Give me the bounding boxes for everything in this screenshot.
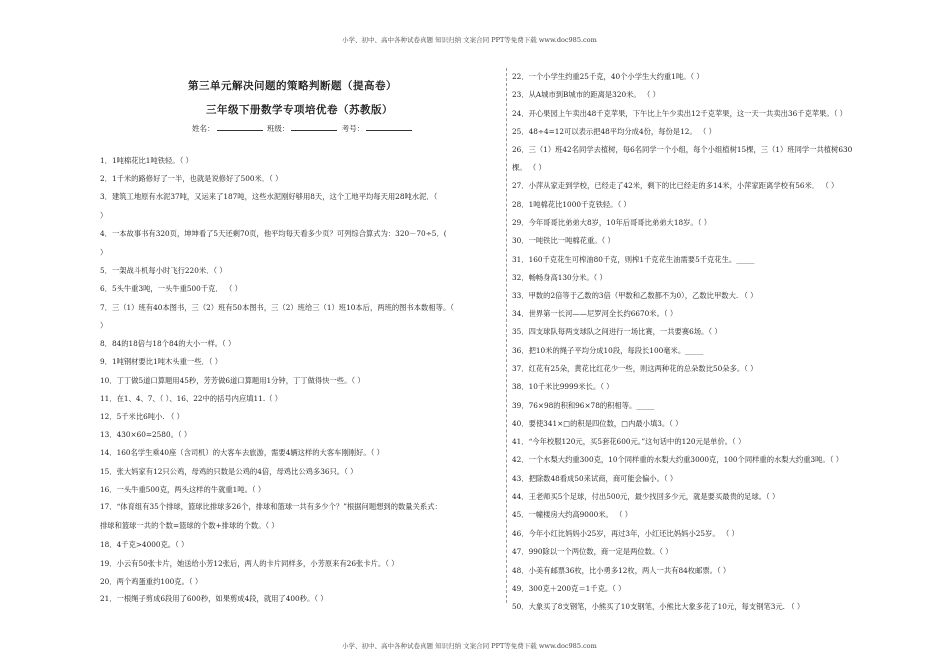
- question-line: 棵。 （ ）: [512, 163, 546, 172]
- question-line: 10．丁丁做5道口算题用45秒，芳芳做6道口算题用1分钟，丁丁做得快一些。（ ）: [100, 376, 365, 385]
- question-line: ）: [100, 248, 108, 257]
- question-line: 35．四支球队每两支球队之间进行一场比赛，一共要赛6场。（ ）: [512, 327, 722, 336]
- question-line: 27．小萍从家走到学校，已经走了42米，剩下的比已经走的多14米，小萍家距离学校有56米． （ ）: [512, 181, 839, 190]
- page-header: 小学、初中、高中各种试卷真题 知识归纳 文案合同 PPT等免费下载 www.doc985.com: [342, 36, 597, 44]
- question-line: 17．“体育组有35个排球，篮球比排球多26个，排球和篮球一共有多少个？”根据问题想到的数量关系式：: [100, 502, 442, 511]
- question-line: 2．1千米的路修好了一半，也就是说修好了500米．（ ）: [100, 174, 283, 183]
- question-line: 11．在1、4、7、（ ）、16、22中的括号内应填11.（ ）: [100, 394, 283, 403]
- question-line: 13．430×60=2580。（ ）: [100, 430, 192, 439]
- question-line: 8．84的18倍与18个84的大小一样。（ ）: [100, 339, 236, 348]
- class-label: 班级：: [266, 124, 290, 133]
- question-line: 33．甲数的2倍等于乙数的3倍（甲数和乙数都不为0），乙数比甲数大. （ ）: [512, 291, 758, 300]
- question-line: 32．畅畅身高130分米。（ ）: [512, 273, 607, 282]
- question-line: 45．一幢楼房大约高9000米。 （ ）: [512, 510, 633, 519]
- question-line: 41．“今年校服120元，买5套花600元。”这句话中的120元是单价。（ ）: [512, 437, 746, 446]
- question-line: 30．一吨铁比一吨棉花重。（ ）: [512, 236, 615, 245]
- question-line: 47．990除以一个两位数，商一定是两位数。（ ）: [512, 547, 673, 556]
- page-subtitle: 三年级下册数学专项培优卷（苏教版）: [206, 104, 393, 116]
- name-label: 姓名：: [192, 124, 215, 133]
- question-line: 排球和篮球一共的个数=篮球的个数+排球的个数。（ ）: [100, 521, 279, 530]
- page-footer: 小学、初中、高中各种试卷真题 知识归纳 文案合同 PPT等免费下载 www.doc985.com: [342, 642, 597, 650]
- question-line: 20．两个鸡蛋重约100克。（ ）: [100, 577, 203, 586]
- question-line: 4．一本故事书有320页，坤坤看了5天还剩70页，他平均每天看多少页？可列综合算式为：320－70÷5．(: [100, 229, 447, 238]
- question-line: 15．张大妈家有12只公鸡，母鸡的只数是公鸡的4倍，母鸡比公鸡多36只。（ ）: [100, 467, 358, 476]
- question-line: 18．4千克>4000克。（ ）: [100, 540, 189, 549]
- question-line: 49．300克＋200克＝1千克。（ ）: [512, 584, 626, 593]
- exam-no-label: 考号：: [341, 124, 365, 133]
- question-line: ）: [100, 211, 108, 220]
- exam-no-blank[interactable]: [366, 123, 412, 131]
- question-line: ）: [100, 321, 108, 330]
- question-line: 46．今年小红比妈妈小25岁，再过3年，小红还比妈妈小25岁。 （ ）: [512, 529, 739, 538]
- student-info-line: [192, 123, 414, 134]
- question-line: 34．世界第一长河——尼罗河全长约6670米。（ ）: [512, 309, 678, 318]
- question-line: 38．10千米比9999米长。（ ）: [512, 382, 614, 391]
- question-line: 43．把除数48看成50来试商，商可能会偏小。（ ）: [512, 474, 678, 483]
- question-line: 23．从A城市到B城市的距离是320米。 （ ）: [512, 90, 660, 99]
- question-line: 9．1吨钢材要比1吨木头重一些．（ ）: [100, 357, 223, 366]
- question-line: 6．5头牛重3吨，一头牛重500千克． （ ）: [100, 284, 242, 293]
- question-line: 31．160千克花生可榨油80千克，则榨1千克花生油需要5千克花生。_____: [512, 255, 755, 264]
- question-line: 21．一根绳子剪成6段用了600秒，如果剪成4段，就用了400秒。（ ）: [100, 594, 328, 603]
- question-line: 5．一架战斗机每小时飞行220米．（ ）: [100, 266, 227, 275]
- question-line: 14．160名学生乘40座（含司机）的大客车去旅游，需要4辆这样的大客车刚刚好。（ ）: [100, 448, 384, 457]
- question-line: 7．三（1）班有40本图书，三（2）班有50本图书，三（2）班给三（1）班10本后，两班的图书本数相等。（: [100, 303, 454, 312]
- name-blank[interactable]: [217, 123, 263, 131]
- question-line: 24．开心果园上午卖出48千克苹果，下午比上午少卖出12千克苹果，这一天一共卖出36千克苹果。（ ）: [512, 109, 847, 118]
- question-line: 37．红花有25朵，黄花比红花少一些，则这两种花的总朵数比50朵多。（ ）: [512, 364, 758, 373]
- question-line: 36．把10米的绳子平均分成10段，每段长100毫米。_____: [512, 346, 704, 355]
- question-line: 25．48÷4=12可以表示把48平均分成4份，每份是12。 （ ）: [512, 127, 716, 136]
- question-line: 16．一头牛重500克，两头这样的牛就重1吨。（ ）: [100, 485, 266, 494]
- column-divider: [506, 68, 507, 603]
- question-line: 22．一个小学生约重25千克，40个小学生大约重1吨。（ ）: [512, 72, 704, 81]
- question-line: 42．一个水梨大约重300克，10个同样重的水梨大约重3000克，100个同样重的水梨大约重3吨。（ ）: [512, 455, 843, 464]
- question-line: 39．76×98的积和96×78的积相等。_____: [512, 401, 655, 410]
- question-line: 3．建筑工地原有水泥37吨，又运来了187吨，这些水泥刚好够用8天，这个工地平均每天用28吨水泥．（: [100, 192, 438, 201]
- question-line: 26．三（1）班42名同学去植树，每6名同学一个小组，每个小组植树15棵，三（1）班同学一共植树630: [512, 145, 853, 154]
- page-title: 第三单元解决问题的策略判断题（提高卷）: [188, 80, 397, 92]
- class-blank[interactable]: [291, 123, 337, 131]
- question-line: 12．5千米比6吨小. （ ）: [100, 412, 184, 421]
- question-line: 1．1吨棉花比1吨铁轻。（ ）: [100, 156, 193, 165]
- question-line: 29．今年哥哥比弟弟大8岁，10年后哥哥比弟弟大18岁。（ ）: [512, 218, 711, 227]
- question-line: 44．王老师买5个足球，付出500元，最少找回多少元，就是要买最贵的足球。（ ）: [512, 492, 780, 501]
- question-line: 19．小云有50张卡片，她送给小芳12张后，两人的卡片同样多，小芳原来有26张卡片。（ ）: [100, 559, 399, 568]
- question-line: 48．小美有邮票36枚，比小勇多12枚，两人一共有84枚邮票。（ ）: [512, 566, 731, 575]
- question-line: 40．要使341×□的积是四位数，□内最小填3。（ ）: [512, 419, 683, 428]
- question-line: 50．大象买了8支钢笔，小熊买了10支钢笔，小熊比大象多花了10元，每支钢笔3元. （ ）: [512, 602, 805, 611]
- question-line: 28．1吨棉花比1000千克铁轻。（ ）: [512, 200, 631, 209]
